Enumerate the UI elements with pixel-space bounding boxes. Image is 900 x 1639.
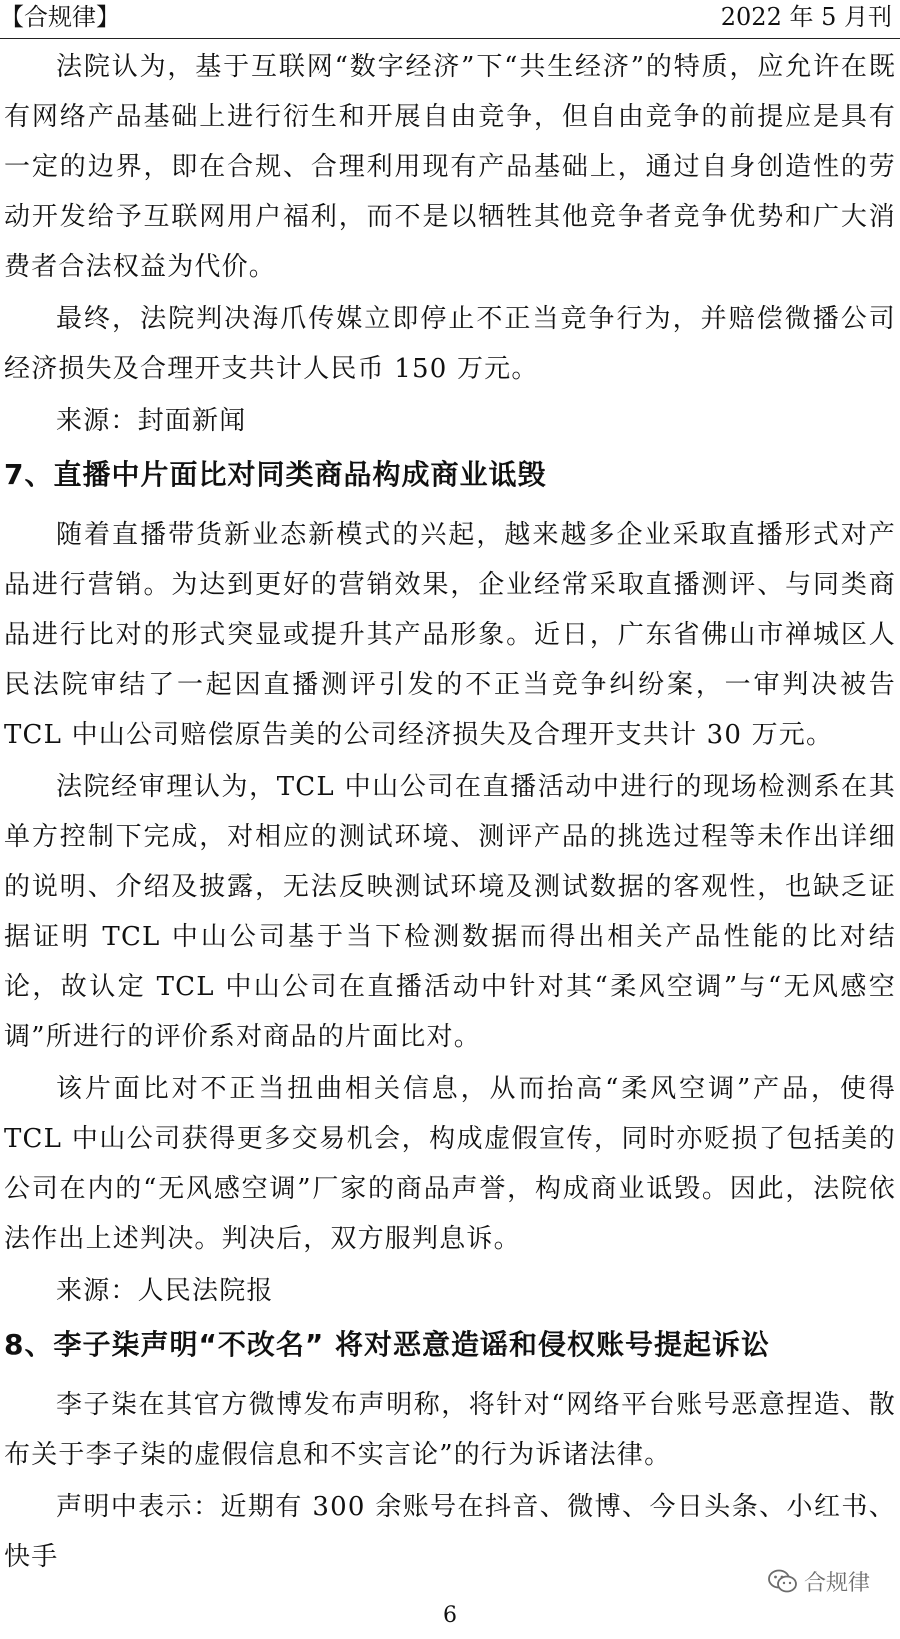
- header-issue-date: 2022 年 5 月刊: [720, 3, 892, 31]
- section-heading: 7、直播中片面比对同类商品构成商业诋毁: [4, 458, 547, 491]
- watermark-label: 合规律: [803, 1571, 870, 1596]
- page-number: 6: [443, 1603, 457, 1628]
- paragraph: 最终，法院判决海爪传媒立即停止不正当竞争行为，并赔偿微播公司经济损失及合理开支共计人民币 150 万元。: [4, 304, 896, 384]
- header-publication: 【合规律】: [0, 3, 120, 31]
- paragraph: 李子柒在其官方微博发布声明称，将针对“网络平台账号恶意捏造、散布关于李子柒的虚假信息和不实言论”的行为诉诸法律。: [4, 1390, 896, 1470]
- wechat-watermark: [768, 1566, 870, 1597]
- paragraph: 随着直播带货新业态新模式的兴起，越来越多企业采取直播形式对产品进行营销。为达到更好的营销效果，企业经常采取直播测评、与同类商品进行比对的形式突显或提升其产品形象。近日，广东省佛山市禅城区人民法院审结了一起因直播测评引发的不正当竞争纠纷案，一审判决被告 TCL 中山公司赔偿原告美的公司经济损失及合理开支共计 30 万元。: [4, 520, 896, 750]
- paragraph: 法院经审理认为，TCL 中山公司在直播活动中进行的现场检测系在其单方控制下完成，对相应的测试环境、测评产品的挑选过程等未作出详细的说明、介绍及披露，无法反映测试环境及测试数据的客观性，也缺乏证据证明 TCL 中山公司基于当下检测数据而得出相关产品性能的比对结论，故认定 TCL 中山公司在直播活动中针对其“柔风空调”与“无风感空调”所进行的评价系对商品的片面比对。: [4, 772, 896, 1052]
- source-line: 来源：封面新闻: [56, 406, 247, 436]
- paragraph: 法院认为，基于互联网“数字经济”下“共生经济”的特质，应允许在既有网络产品基础上进行衍生和开展自由竞争，但自由竞争的前提应是具有一定的边界，即在合规、合理利用现有产品基础上，通过自身创造性的劳动开发给予互联网用户福利，而不是以牺牲其他竞争者竞争优势和广大消费者合法权益为代价。: [4, 52, 896, 282]
- paragraph: 该片面比对不正当扭曲相关信息，从而抬高“柔风空调”产品，使得 TCL 中山公司获得更多交易机会，构成虚假宣传，同时亦贬损了包括美的公司在内的“无风感空调”厂家的商品声誉，构成商业诋毁。因此，法院依法作出上述判决。判决后，双方服判息诉。: [4, 1074, 896, 1254]
- section-heading: 8、李子柒声明“不改名” 将对恶意造谣和侵权账号提起诉讼: [4, 1328, 771, 1361]
- wechat-icon: [768, 1569, 798, 1595]
- article-body: [4, 40, 896, 1582]
- source-line: 来源：人民法院报: [56, 1276, 274, 1306]
- paragraph: 声明中表示：近期有 300 余账号在抖音、微博、今日头条、小红书、快手: [4, 1492, 896, 1572]
- page-header: [0, 0, 900, 39]
